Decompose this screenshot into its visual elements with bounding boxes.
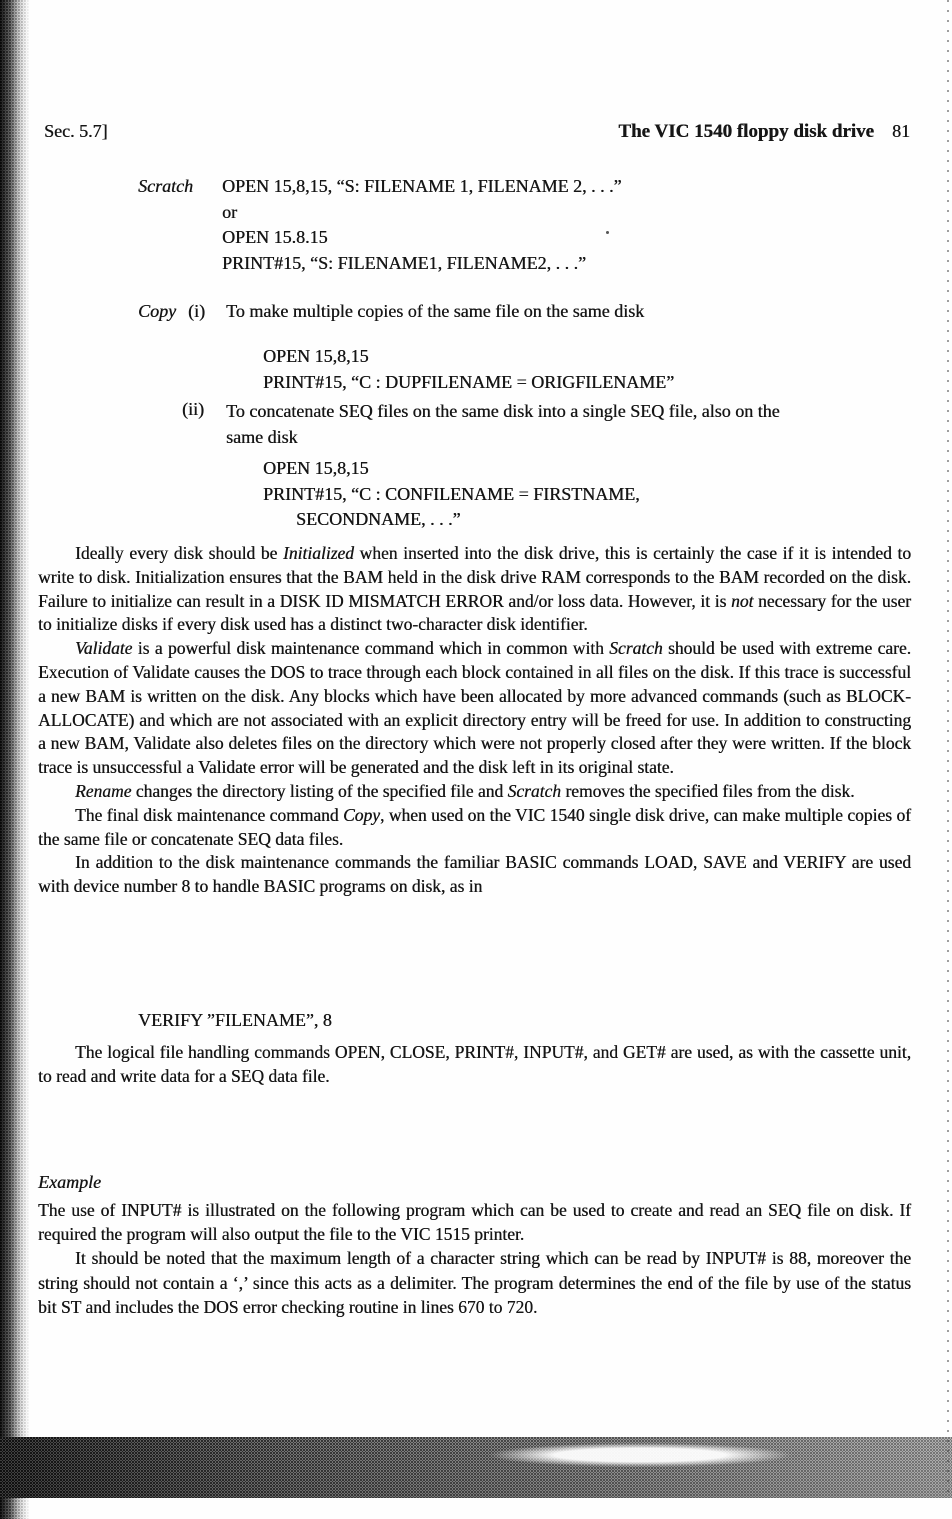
command-line: OPEN 15,8,15: [263, 346, 369, 366]
command-line: OPEN 15.8.15: [222, 227, 328, 248]
copy-item-i-text: To make multiple copies of the same file on the same disk: [226, 301, 645, 321]
example-note-paragraph: It should be noted that the maximum length of a character string which can be read by INPUT# is 88, moreover the string should not contain a ‘,’ since this acts as a delimiter. The program determines the end of the file by use of the status bit ST and includes the DOS error checking routine in lines 670 to 720.: [38, 1248, 911, 1317]
copy-command-label: Copy: [138, 301, 176, 321]
running-title: The VIC 1540 floppy disk drive: [618, 121, 874, 142]
copy-item-ii-marker: (ii): [182, 399, 204, 419]
page-header: [44, 121, 910, 143]
copy-item-ii-commands: [263, 456, 640, 533]
command-line: OPEN 15,8,15: [263, 458, 369, 478]
command-line: PRINT#15, “C : CONFILENAME = FIRSTNAME,: [263, 483, 640, 504]
right-page-edge-dots: [947, 0, 949, 1500]
paragraph-rename-scratch: Rename changes the directory listing of the specified file and Scratch removes the specified files from the disk.: [75, 780, 855, 801]
scratch-command-label: Scratch: [138, 176, 193, 196]
example-heading: Example: [38, 1172, 101, 1192]
scratch-command-lines: [222, 174, 621, 277]
example-intro-paragraph: The use of INPUT# is illustrated on the following program which can be used to create and read an SEQ file on disk. If required the program will also output the file to the VIC 1515 printer.: [38, 1200, 911, 1245]
paragraph-validate: Validate is a powerful disk maintenance command which in common with Scratch should be used with extreme care. Execution of Validate causes the DOS to trace through each block contained in all files on the disk. If this trace is successful a new BAM is written on the disk. Any blocks which have been allocated by more advanced commands (such as BLOCK-ALLOCATE) and which are not associated with an explicit directory entry will be freed for use. In addition to constructing a new BAM, Validate also deletes files on the directory which were not properly closed after they were written. If the block trace is unsuccessful a Validate error will be generated and the disk left in its original state.: [38, 638, 911, 778]
copy-item-i-commands: [263, 344, 674, 395]
page-number: 81: [892, 121, 910, 141]
paragraph-initialize: Ideally every disk should be Initialized when inserted into the disk drive, this is certainly the case if it is intended to write to disk. Initialization ensures that the BAM held in the disk drive RAM corresponds to the BAM recorded on the disk. Failure to initialize can result in a DISK ID MISMATCH ERROR and/or loss data. However, it is not necessary for the user to initialize disks if every disk used has a distinct two-character disk identifier.: [38, 543, 912, 635]
bottom-scan-noise-band: [0, 1437, 952, 1498]
paragraph-logical-file-commands: The logical file handling commands OPEN, CLOSE, PRINT#, INPUT#, and GET# are used, as with the cassette unit, to read and write data for a SEQ data file.: [38, 1042, 911, 1086]
paragraph-basic-commands: In addition to the disk maintenance commands the familiar BASIC commands LOAD, SAVE and VERIFY are used with device number 8 to handle BASIC programs on disk, as in: [38, 852, 911, 897]
copy-item-i-marker: (i): [188, 301, 205, 321]
verify-command-line: VERIFY ”FILENAME”, 8: [138, 1010, 332, 1030]
binding-edge-texture: [0, 0, 32, 1519]
command-line: or: [222, 201, 237, 222]
header-right-group: [618, 121, 910, 143]
section-label: Sec. 5.7]: [44, 121, 108, 141]
command-line: OPEN 15,8,15, “S: FILENAME 1, FILENAME 2, . . .”: [222, 176, 622, 196]
closing-body-text: [38, 1041, 911, 1089]
command-line: PRINT#15, “S: FILENAME1, FILENAME2, . . .”: [222, 253, 586, 274]
example-section-text: [38, 1198, 911, 1319]
main-body-text: [38, 542, 911, 899]
paragraph-copy-command: The final disk maintenance command Copy, when used on the VIC 1540 single disk drive, can make multiple copies of the same file or concatenate SEQ data files.: [38, 804, 911, 849]
copy-item-ii-text: To concatenate SEQ files on the same disk into a single SEQ file, also on the same disk: [226, 401, 780, 447]
command-line-continuation: SECONDNAME, . . .”: [296, 509, 461, 530]
command-line: PRINT#15, “C : DUPFILENAME = ORIGFILENAME”: [263, 371, 675, 392]
